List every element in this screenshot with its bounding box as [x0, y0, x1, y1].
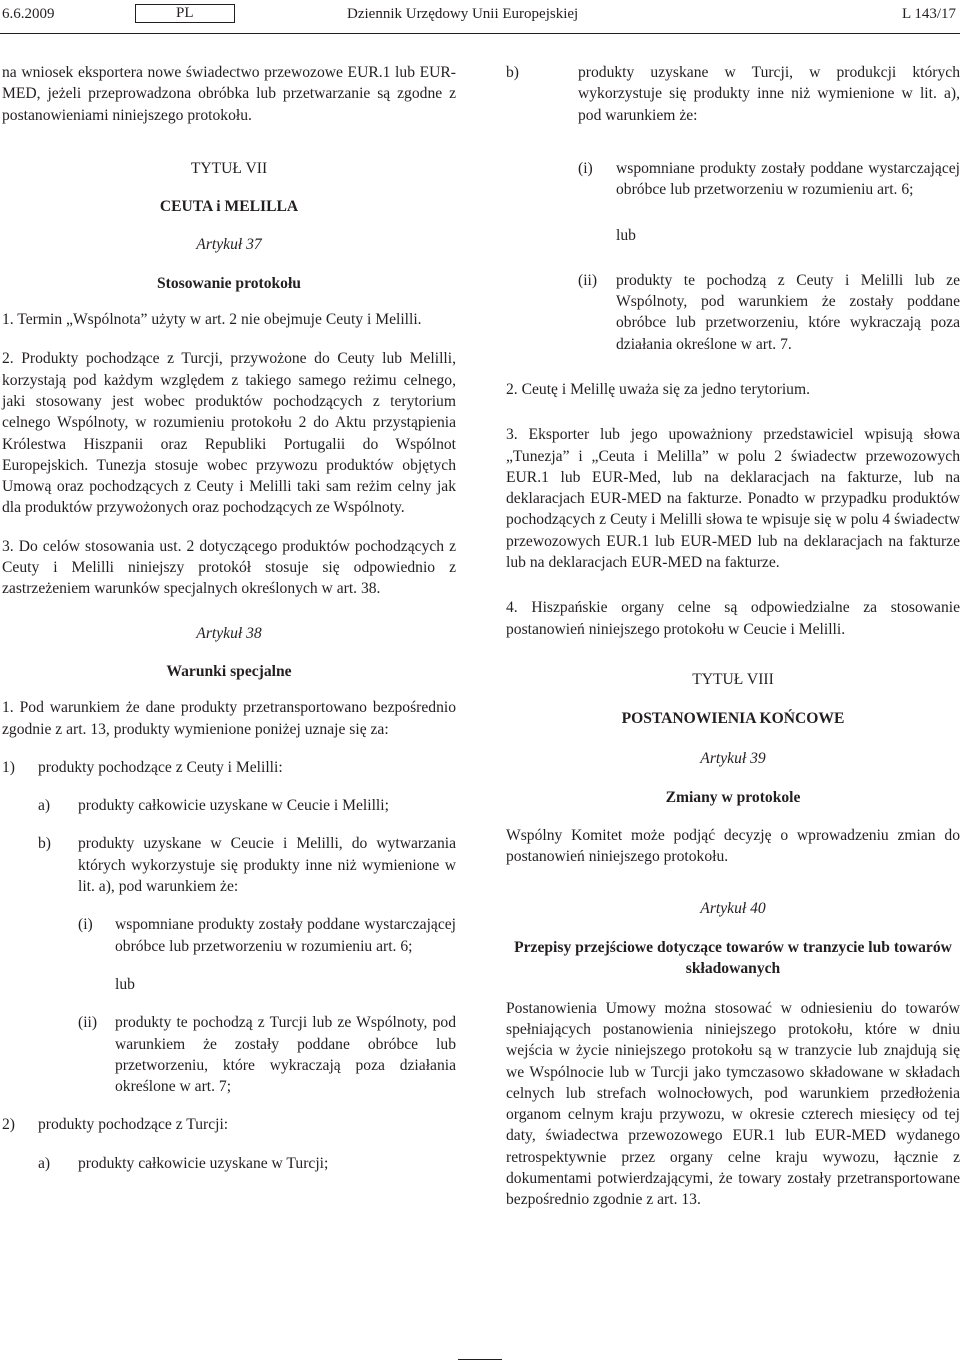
article-37-title: Stosowanie protokołu	[157, 274, 301, 292]
list-label: a)	[38, 797, 51, 815]
article-40-heading: Artykuł 40	[700, 899, 766, 917]
list-label: (ii)	[78, 1014, 98, 1032]
or-connector: lub	[616, 227, 636, 245]
art39-paragraph: Wspólny Komitet może podjąć decyzję o wprowadzeniu zmian do postanowień niniejszego protokołu.	[506, 827, 960, 866]
article-38-title: Warunki specjalne	[166, 662, 292, 680]
header-rule	[0, 33, 960, 34]
article-39-title: Zmiany w protokole	[665, 788, 801, 806]
footer-rule	[458, 1359, 502, 1360]
right-column	[506, 62, 960, 1211]
list-item-2b-i	[578, 158, 960, 201]
or-connector: lub	[115, 975, 135, 993]
list-label: (i)	[578, 159, 593, 177]
art38-paragraph-3: 3. Eksporter lub jego upoważniony przedstawiciel wpisują słowa „Tunezja” i „Ceuta i Melilla” w polu 2 świadectw przewozowych EUR.1 lub EUR-Med, lub na deklaracjach na fakturze, lub na deklaracjach EUR-MED na fakturze. Ponadto w przypadku produktów pochodzących z Ceuty i Melilli słowa te wpisuje się w polu 4 świadectw przewozowych EUR.1 lub EUR-MED lub na deklaracjach na fakturze lub na deklaracjach EUR-MED na fakturze.	[506, 426, 960, 572]
list-item-2	[2, 1114, 456, 1135]
list-item-2a	[38, 1153, 456, 1174]
list-text: wspomniane produkty zostały poddane wystarczającej obróbce lub przetworzeniu w rozumieniu art. 6;	[115, 916, 456, 955]
article-38-heading: Artykuł 38	[196, 624, 262, 642]
list-text: produkty pochodzące z Ceuty i Melilli:	[38, 758, 283, 776]
article-40-title: Przepisy przejściowe dotyczące towarów w tranzycie lub towarów składowanych	[514, 939, 952, 978]
list-item-1a	[38, 795, 456, 816]
title-vii-heading: TYTUŁ VII	[190, 159, 268, 177]
list-text: produkty uzyskane w Ceucie i Melilli, do wytwarzania których wykorzystuje się produkty inne niż wymienione w lit. a), pod warunkiem że:	[78, 835, 456, 896]
list-item-1b-ii	[78, 1012, 456, 1097]
list-item-1	[2, 757, 456, 778]
title-viii-name: POSTANOWIENIA KOŃCOWE	[621, 710, 845, 728]
art40-paragraph: Postanowienia Umowy można stosować w odniesieniu do towarów spełniających postanowienia niniejszego protokołu, które w dniu wejścia w życie niniejszego protokołu są w tranzycie lub znajdują się we Wspólnocie lub w Turcji jako tymczasowo składowane w składach celnych lub strefach wolnocłowych, pod warunkiem przedłożenia organom celnym kraju przywozu, w okresie czterech miesięcy od tej daty, świadectwa przewozowego EUR.1 lub EUR-MED wydanego retrospektywnie przez organy celne kraju wywozu, łącznie z dokumentami potwierdzającymi, że towary zostały przetransportowane bezpośrednio zgodnie z art. 13.	[506, 999, 960, 1209]
list-item-2b	[506, 62, 960, 126]
header-language-box: PL	[135, 4, 235, 23]
list-text: produkty całkowicie uzyskane w Turcji;	[78, 1154, 329, 1172]
article-39-heading: Artykuł 39	[700, 749, 766, 767]
list-label: b)	[506, 64, 519, 81]
list-item-1b	[38, 833, 456, 897]
list-text: produkty te pochodzą z Ceuty i Melilli lub ze Wspólnoty, pod warunkiem że zostały poddane obróbce lub przetworzeniu, które wykraczają poza działania określone w art. 7.	[616, 271, 960, 353]
list-label: b)	[38, 835, 51, 853]
list-text: produkty te pochodzą z Turcji lub ze Wspólnoty, pod warunkiem że zostały poddane obróbce lub przetworzeniu, które wykraczają poza działania określone w art. 7;	[115, 1014, 456, 1096]
header-page-ref: L 143/17	[901, 6, 956, 22]
list-text: produkty uzyskane w Turcji, w produkcji których wykorzystuje się produkty inne niż wymienione w lit. a), pod warunkiem że:	[578, 64, 960, 124]
list-label: 2)	[2, 1116, 15, 1134]
list-label: 1)	[2, 758, 15, 776]
list-text: produkty pochodzące z Turcji:	[38, 1116, 229, 1134]
list-item-1b-i	[78, 914, 456, 957]
list-text: produkty całkowicie uzyskane w Ceucie i Melilli;	[78, 797, 389, 815]
art38-paragraph-1: 1. Pod warunkiem że dane produkty przetransportowano bezpośrednio zgodnie z art. 13, produkty wymienione poniżej uznaje się za:	[2, 699, 456, 738]
header-journal-title: Dziennik Urzędowy Unii Europejskiej	[347, 6, 579, 22]
list-text: wspomniane produkty zostały poddane wystarczającej obróbce lub przetworzeniu w rozumieniu art. 6;	[616, 159, 960, 199]
art37-paragraph-1: 1. Termin „Wspólnota” użyty w art. 2 nie obejmuje Ceuty i Melilli.	[2, 311, 422, 329]
art38-paragraph-2: 2. Ceutę i Melillę uważa się za jedno terytorium.	[506, 380, 810, 398]
list-label: (ii)	[578, 271, 598, 289]
art37-paragraph-2: 2. Produkty pochodzące z Turcji, przywożone do Ceuty lub Melilli, korzystają pod każdym względem z takiego samego reżimu celnego, jaki stosowany jest wobec produktów pochodzących z terytorium celnego Wspólnoty, w rozumieniu protokołu 2 do Aktu przystąpienia Królestwa Hiszpanii oraz Republiki Portugalii do Wspólnot Europejskich. Tunezja stosuje wobec przywozu produktów objętych Umową oraz pochodzących z Ceuty i Melilli taki sam reżim celny jak dla produktów przywożonych oraz pochodzących ze Wspólnoty.	[2, 350, 456, 517]
list-label: a)	[38, 1154, 51, 1172]
header-date: 6.6.2009	[2, 6, 55, 22]
art37-paragraph-3: 3. Do celów stosowania ust. 2 dotyczącego produktów pochodzących z Ceuty i Melilli niniejszy protokół stosuje się odpowiednio z zastrzeżeniem warunków specjalnych określonych w art. 38.	[2, 537, 456, 598]
page-header	[0, 0, 960, 34]
art38-paragraph-4: 4. Hiszpańskie organy celne są odpowiedzialne za stosowanie postanowień niniejszego protokołu w Ceucie i Melilli.	[506, 599, 960, 638]
list-item-2b-ii	[578, 270, 960, 355]
intro-paragraph: na wniosek eksportera nowe świadectwo przewozowe EUR.1 lub EUR-MED, jeżeli przeprowadzona obróbka lub przetwarzanie są zgodne z postanowieniami niniejszego protokołu.	[2, 64, 456, 124]
article-37-heading: Artykuł 37	[196, 236, 262, 254]
list-label: (i)	[78, 916, 93, 934]
title-viii-heading: TYTUŁ VIII	[692, 670, 774, 688]
left-column	[2, 62, 456, 1174]
title-vii-name: CEUTA i MELILLA	[159, 198, 299, 216]
